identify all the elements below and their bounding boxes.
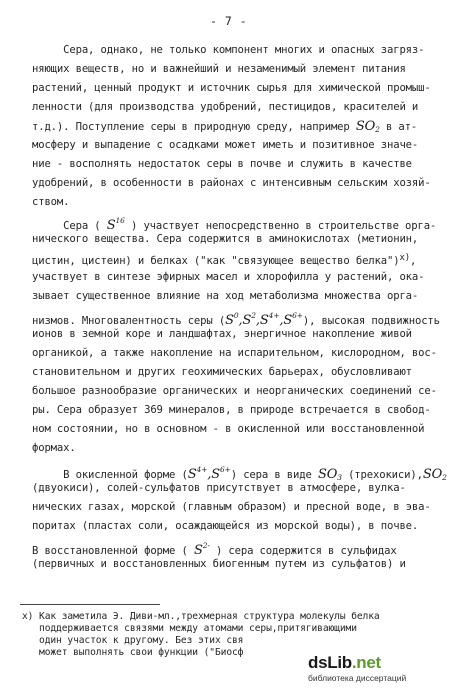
handwritten-formula: $S^0$	[225, 311, 239, 328]
handwritten-formula: $S^{2-}$	[193, 541, 210, 558]
text-segment: ионов в земной коре и ландшафтах, энергичное накопление живой	[32, 328, 412, 340]
text-segment: няющих веществ, но и важнейший и незаменимый элемент питания	[32, 63, 406, 75]
text-segment: в ат-	[379, 121, 418, 133]
text-line	[32, 139, 418, 152]
text-segment: зывает существенное влияние на ход метаболизма множества орга-	[32, 290, 419, 302]
text-segment: нического вещества. Сера содержится в аминокислотах (метионин,	[32, 233, 419, 245]
handwritten-formula: $SO_2$	[422, 467, 447, 482]
text-line	[32, 158, 412, 171]
text-line	[32, 44, 424, 57]
text-line	[32, 463, 447, 484]
text-line	[32, 423, 424, 436]
text-line	[32, 328, 412, 341]
text-segment: ) сера содержится в сульфидах	[209, 545, 397, 557]
text-line	[32, 558, 406, 571]
page-number: - 7 -	[210, 14, 248, 28]
text-line	[32, 442, 76, 455]
text-segment: ры. Сера образует 369 минералов, в природе встречается в свобод-	[32, 404, 431, 416]
subscript: 3	[337, 473, 342, 482]
text-segment: (трехокиси),	[341, 469, 423, 481]
superscript: 2-	[202, 541, 210, 550]
superscript: 2	[251, 311, 256, 320]
superscript: 4+	[196, 465, 208, 474]
text-segment: В восстановленной форме (	[32, 545, 194, 557]
text-line	[32, 214, 436, 233]
text-line	[32, 539, 397, 558]
handwritten-formula: $SO_2$	[355, 119, 380, 134]
handwritten-formula: $S^{4+}$	[187, 465, 208, 482]
text-segment: Сера (	[32, 220, 107, 232]
handwritten-formula: ,	[238, 313, 243, 328]
superscript: 4+	[268, 311, 280, 320]
text-line	[32, 520, 418, 533]
superscript: 0	[233, 311, 239, 320]
text-segment: низмов. Многовалентность серы (	[32, 315, 226, 327]
text-segment: ленности (для производства удобрений, пестицидов, красителей и	[32, 101, 419, 113]
text-segment: ) сера в виде	[230, 469, 318, 481]
watermark-tagline: библиотека диссертаций	[308, 673, 407, 683]
text-segment: большое разнообразие органических и неорганических соединений се-	[32, 385, 437, 397]
superscript: 6+	[219, 465, 231, 474]
watermark-logo[interactable]	[304, 651, 442, 687]
text-segment: (первичных и восстановленных биогенным путем из сульфатов) и	[32, 558, 406, 570]
text-line	[32, 404, 431, 417]
handwritten-formula: ,	[207, 467, 212, 482]
text-segment: ством.	[32, 196, 70, 208]
text-line	[32, 101, 418, 114]
text-line	[32, 385, 437, 398]
text-line	[32, 482, 406, 495]
text-segment: x)	[399, 253, 410, 263]
handwritten-formula: $SO_3$	[317, 467, 342, 482]
text-segment: растений, ценный продукт и источник сырья для химической промыш-	[32, 82, 431, 94]
text-line	[32, 120, 417, 136]
footnote-line: один участок к другому. Без этих свя	[22, 635, 244, 646]
text-segment: Сера, однако, не только компонент многих и опасных загряз-	[32, 44, 425, 56]
handwritten-formula: $S^2$	[242, 311, 256, 328]
text-segment: удобрений, в особенности в районах с интенсивным сельским хозяй-	[32, 177, 431, 189]
text-segment: ном состоянии, но в основном - в окисленной или восстановленной	[32, 423, 425, 435]
text-segment: ние - восполнять недостаток серы в почве и служить в качестве	[32, 158, 412, 170]
superscript: 6+	[292, 311, 303, 320]
text-line	[32, 309, 440, 328]
text-segment: ), высокая подвижность	[302, 315, 440, 327]
footnote-line: может выполнять свои функции ("Биосф	[22, 647, 244, 658]
text-segment: т.д.). Поступление серы в природную среду, например	[32, 121, 356, 133]
handwritten-formula: $S^{6+}$	[211, 465, 231, 482]
handwritten-formula: ,	[279, 313, 284, 328]
footnote-line: x) Как заметила Э. Диви-мл.,трехмерная структура молекулы белка	[22, 611, 380, 622]
subscript: 2	[375, 125, 380, 134]
text-line	[32, 82, 431, 95]
subscript: 2	[442, 473, 447, 482]
text-line	[32, 196, 69, 209]
text-segment: нических газах, морской (главным образом) и пресной воде, в эва-	[32, 501, 431, 513]
text-segment: ,	[410, 255, 417, 267]
text-line	[32, 177, 431, 190]
handwritten-formula: ,	[255, 313, 260, 328]
text-line	[32, 233, 418, 246]
text-line	[32, 252, 416, 268]
handwritten-formula: $S^{16}$	[106, 216, 125, 233]
text-segment: цистин, цистеин) и белках ("как "связующее вещество белка")	[32, 255, 400, 267]
text-segment: поритах (пластах соли, осаждающейся из морской воды), в почве.	[32, 520, 419, 532]
text-segment: формах.	[32, 442, 76, 454]
superscript: 16	[115, 216, 125, 225]
text-segment: органикой, а также накопление на испарительном, кислородном, вос-	[32, 347, 437, 359]
text-line	[32, 347, 437, 360]
watermark-logo-text: dsLib.net	[308, 653, 381, 672]
text-line	[32, 63, 406, 76]
footnote-rule	[20, 604, 160, 605]
text-segment: (двуокиси), солей-сульфатов присутствует в атмосфере, вулка-	[32, 482, 406, 494]
text-segment: ) участвует непосредственно в строительстве орга-	[124, 220, 437, 232]
text-segment: мосферу и выпадение с осадками может иметь и позитивное значе-	[32, 139, 419, 151]
text-segment: В окисленной форме (	[32, 469, 188, 481]
text-line	[32, 366, 412, 379]
text-segment: становительном и других геохимических барьерах, обусловливают	[32, 366, 412, 378]
text-line	[32, 501, 431, 514]
text-line	[32, 271, 424, 284]
text-line	[32, 290, 418, 303]
handwritten-formula: $S^{6+}$	[283, 311, 303, 328]
handwritten-formula: $S^{4+}$	[259, 311, 280, 328]
text-segment: участвует в синтезе эфирных масел и хлорофилла у растений, ока-	[32, 271, 425, 283]
footnote-line: поддерживается связями между атомами серы,притягивающими	[22, 623, 357, 634]
